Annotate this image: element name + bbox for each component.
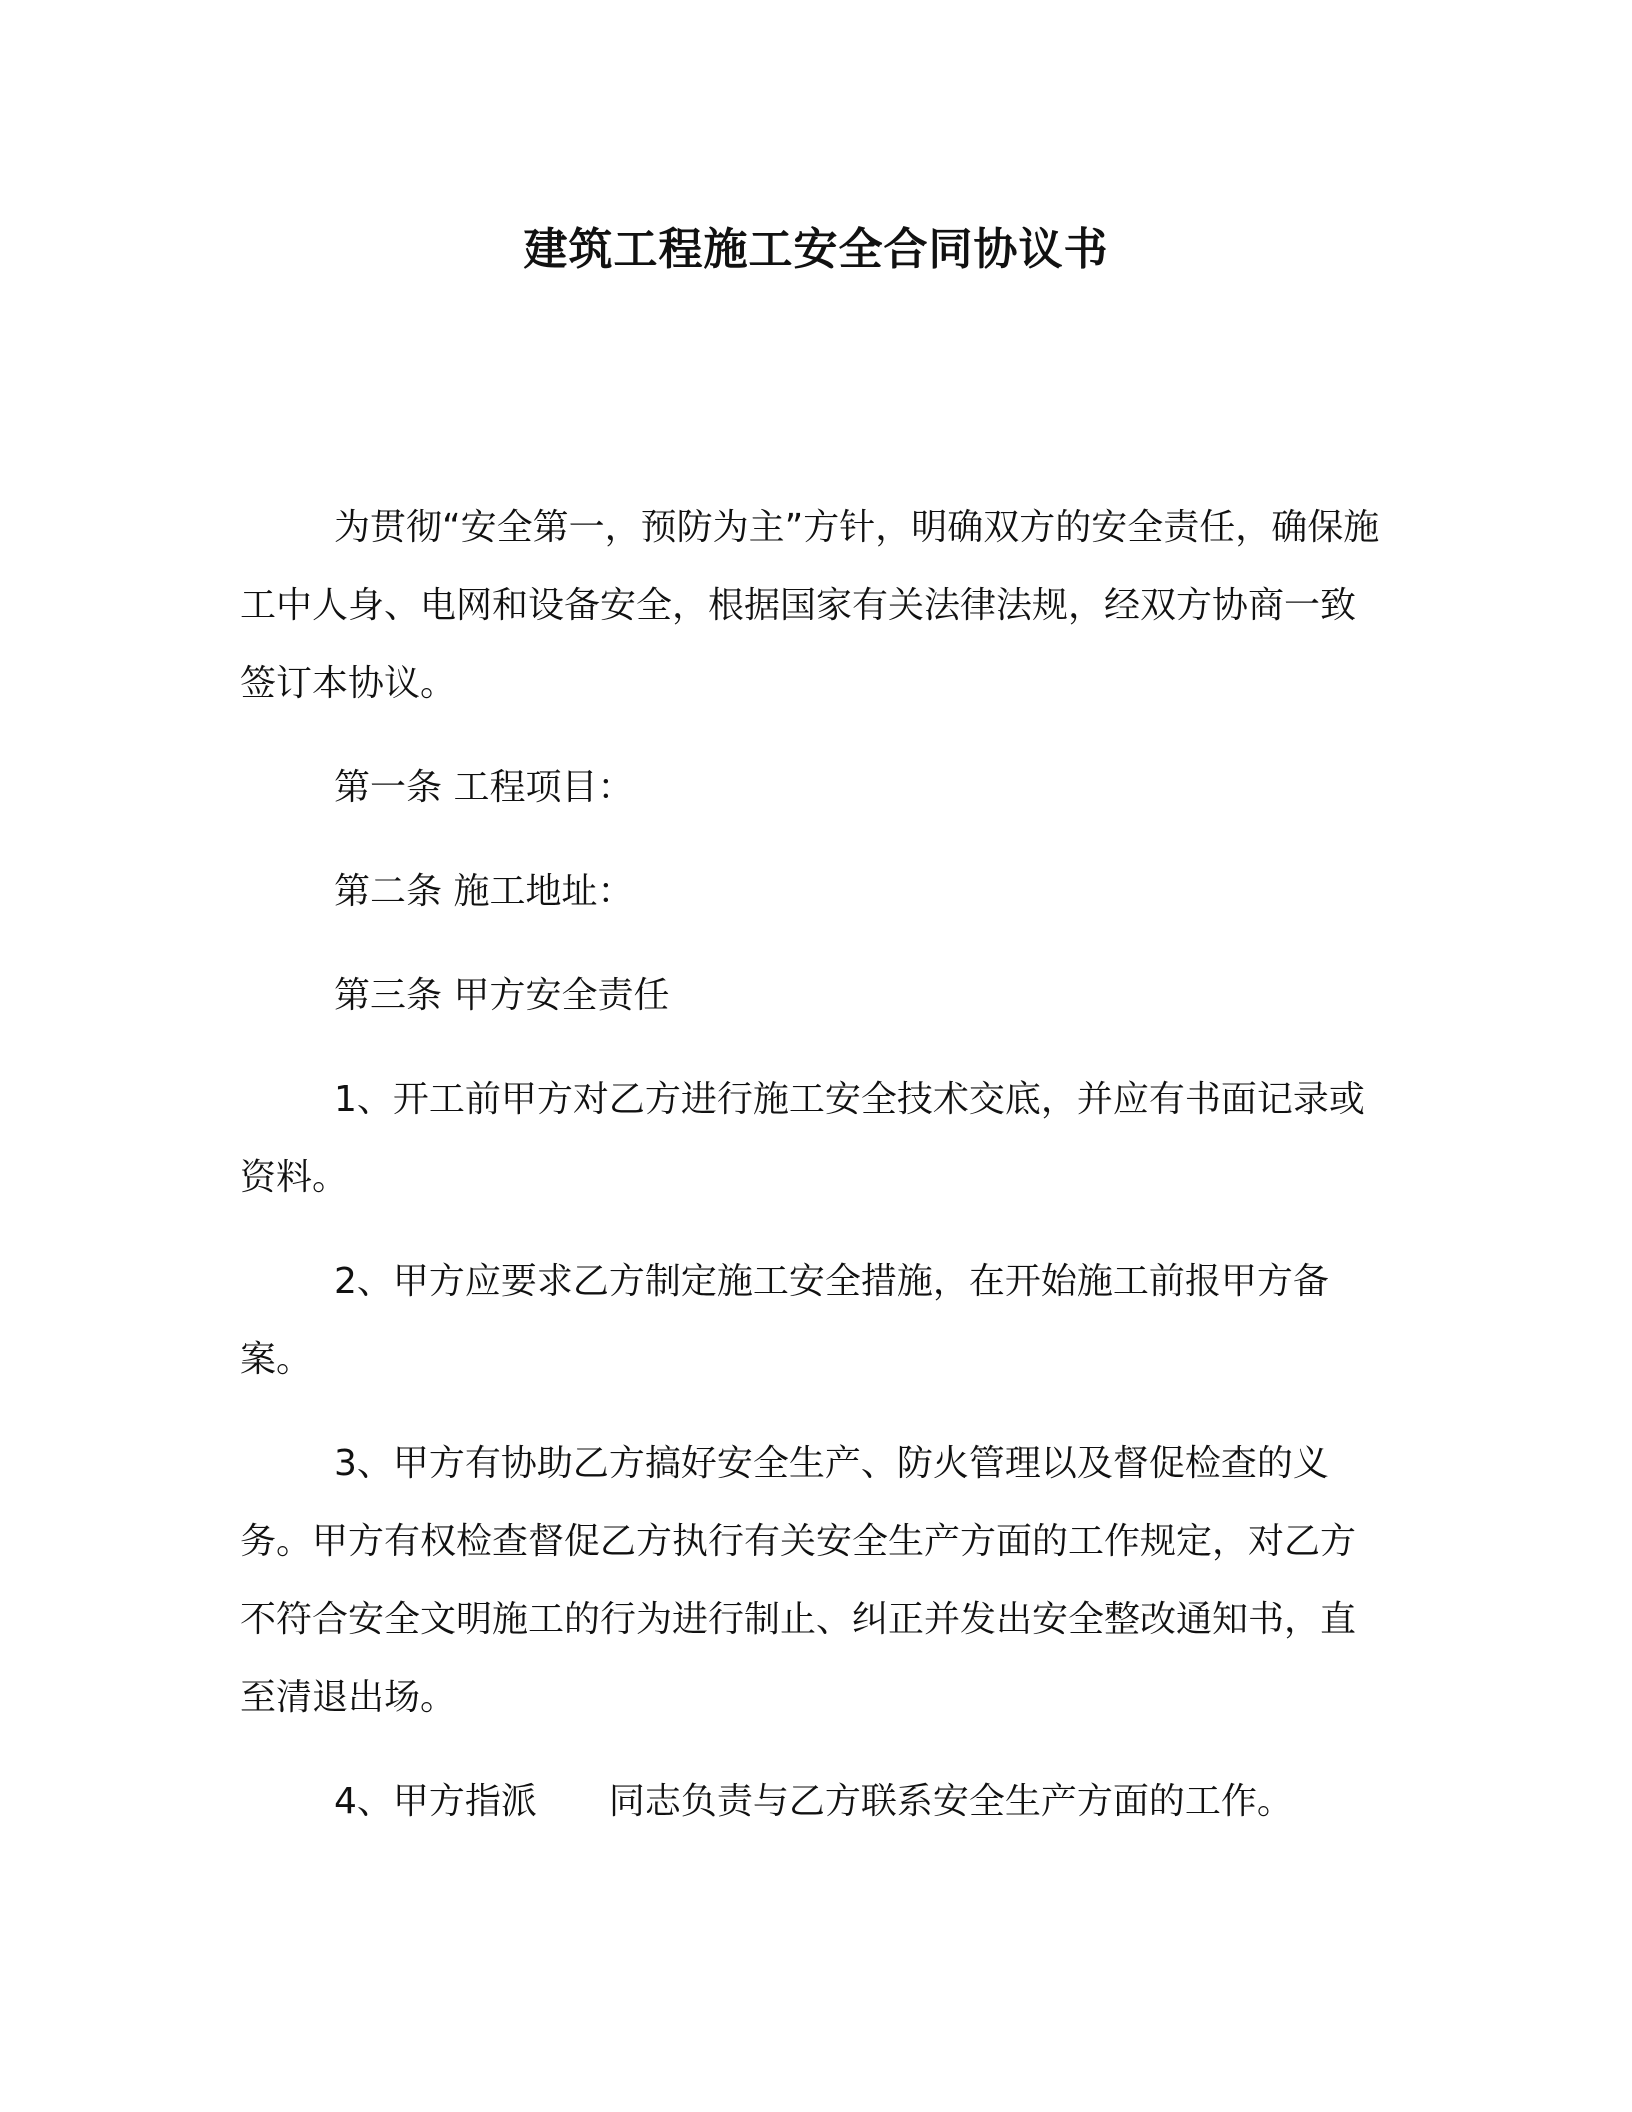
article-3-heading: 第三条 甲方安全责任	[334, 975, 670, 1016]
article-2-address: 第二条 施工地址：	[334, 871, 634, 912]
article-1-project: 第一条 工程项目：	[334, 767, 634, 808]
item-4-paragraph	[240, 1763, 1380, 1841]
preamble-paragraph: 为贯彻“安全第一，预防为主”方针，明确双方的安全责任，确保施工中人身、电网和设备安全，根据国家有关法律法规，经双方协商一致签订本协议。	[240, 507, 1380, 704]
document-title: 建筑工程施工安全合同协议书	[523, 224, 1109, 275]
item-2-paragraph: 2、甲方应要求乙方制定施工安全措施，在开始施工前报甲方备案。	[240, 1261, 1329, 1380]
item-1-paragraph: 1、开工前甲方对乙方进行施工安全技术交底，并应有书面记录或资料。	[240, 1079, 1365, 1198]
document-body	[240, 489, 1380, 1867]
item-4-rest: 同志负责与乙方联系安全生产方面的工作。	[608, 1781, 1293, 1822]
item-3-paragraph: 3、甲方有协助乙方搞好安全生产、防火管理以及督促检查的义务。甲方有权检查督促乙方执行有关安全生产方面的工作规定，对乙方不符合安全文明施工的行为进行制止、纠正并发出安全整改通知书，直至清退出场。	[240, 1443, 1357, 1718]
item-4-lead: 4、甲方指派	[334, 1781, 537, 1822]
